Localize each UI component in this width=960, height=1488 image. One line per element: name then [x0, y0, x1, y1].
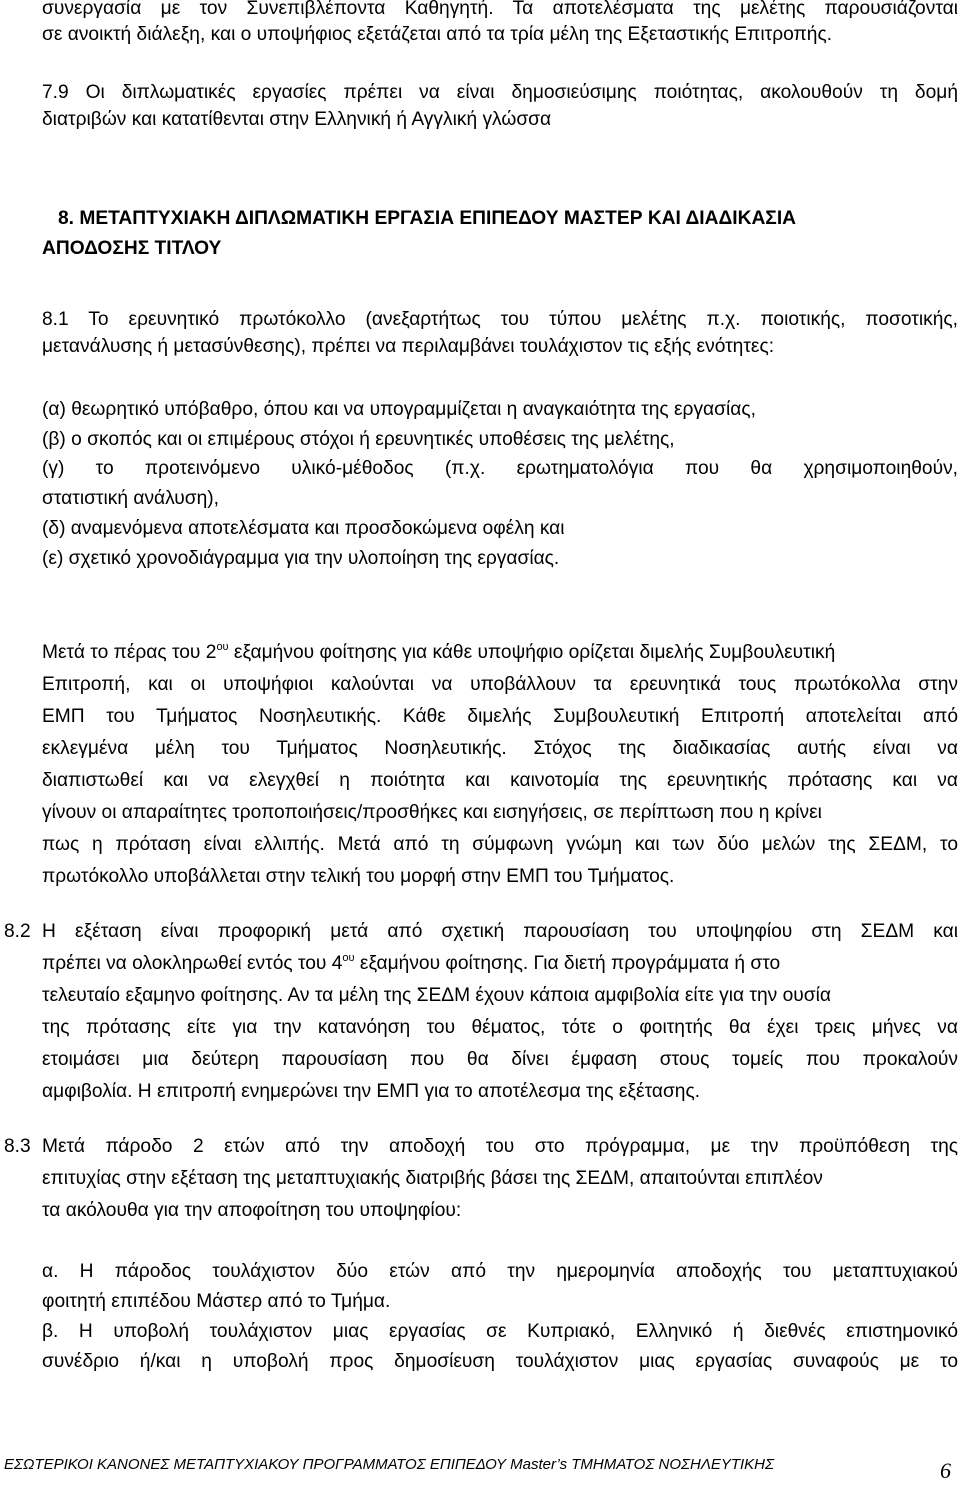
- paragraph-line: πως η πρόταση είναι ελλιπής. Μετά από τη σύμφωνη γνώμη και των δύο μελών της ΣΕΔΜ, το: [42, 834, 958, 855]
- text-run: εξαμήνου φοίτησης. Για διετή προγράμματα ή στο: [354, 953, 781, 974]
- list-item: φοιτητή επιπέδου Μάστερ από το Τμήμα.: [42, 1291, 391, 1312]
- paragraph-line: διατριβών και κατατίθενται στην Ελληνική ή Αγγλική γλώσσα: [42, 109, 552, 130]
- paragraph-line: σε ανοικτή διάλεξη, και ο υποψήφιος εξετάζεται από τα τρία μέλη της Εξεταστικής Επιτροπής.: [42, 24, 833, 45]
- list-item: (α) θεωρητικό υπόβαθρο, όπου και να υπογραμμίζεται η αναγκαιότητα της εργασίας,: [42, 399, 756, 420]
- superscript: ου: [216, 641, 229, 653]
- page-footer: ΕΣΩΤΕΡΙΚΟΙ ΚΑΝΟΝΕΣ ΜΕΤΑΠΤΥΧΙΑΚΟΥ ΠΡΟΓΡΑΜΜΑΤΟΣ ΕΠΙΠΕΔΟΥ Master’s ΤΜΗΜΑΤΟΣ ΝΟΣΗΛΕΥΤΙΚΗΣ: [4, 1456, 774, 1473]
- list-item: α. Η πάροδος τουλάχιστον δύο ετών από την ημερομηνία αποδοχής του μεταπτυχιακού: [42, 1261, 958, 1282]
- list-item: (ε) σχετικό χρονοδιάγραμμα για την υλοποίηση της εργασίας.: [42, 548, 560, 569]
- paragraph-line: [42, 640, 958, 666]
- paragraph-number: 8.3: [4, 1136, 31, 1157]
- paragraph-line: επιτυχίας στην εξέταση της μεταπτυχιακής διατριβής βάσει της ΣΕΔΜ, απαιτούνται επιπλέον: [42, 1168, 823, 1189]
- paragraph-line: τελευταίο εξαμηνο φοίτησης. Αν τα μέλη της ΣΕΔΜ έχουν κάποια αμφιβολία είτε για την ουσία: [42, 985, 831, 1006]
- list-item: (β) ο σκοπός και οι επιμέρους στόχοι ή ερευνητικές υποθέσεις της μελέτης,: [42, 429, 675, 450]
- list-item: β. Η υποβολή τουλάχιστον μιας εργασίας σε Κυπριακό, Ελληνικό ή διεθνές επιστημονικό: [42, 1321, 958, 1342]
- superscript: ου: [342, 952, 355, 964]
- text-run: πρέπει να ολοκληρωθεί εντός του 4: [42, 953, 343, 974]
- list-item: (γ) το προτεινόμενο υλικό-μέθοδος (π.χ. ερωτηματολόγια που θα χρησιμοποιηθούν,: [42, 458, 958, 479]
- paragraph-line: ΕΜΠ του Τμήματος Νοσηλευτικής. Κάθε διμελής Συμβουλευτική Επιτροπή αποτελείται από: [42, 706, 958, 727]
- paragraph-line: εκλεγμένα μέλη του Τμήματος Νοσηλευτικής. Στόχος της διαδικασίας αυτής είναι να: [42, 738, 958, 759]
- text-run: εξαμήνου φοίτησης για κάθε υποψήφιο ορίζεται διμελής Συμβουλευτική: [228, 642, 836, 663]
- paragraph-line: 8.1 Το ερευνητικό πρωτόκολλο (ανεξαρτήτως του τύπου μελέτης π.χ. ποιοτικής, ποσοτικής,: [42, 309, 958, 330]
- paragraph-line: γίνουν οι απαραίτητες τροποποιήσεις/προσθήκες και εισηγήσεις, σε περίπτωση που η κρίνει: [42, 802, 822, 823]
- paragraph-line: Μετά πάροδο 2 ετών από την αποδοχή του στο πρόγραμμα, με την προϋπόθεση της: [42, 1136, 958, 1157]
- section-heading: ΑΠΟΔΟΣΗΣ ΤΙΤΛΟΥ: [42, 238, 222, 259]
- paragraph-line: 7.9 Οι διπλωματικές εργασίες πρέπει να είναι δημοσιεύσιμης ποιότητας, ακολουθούν τη δομή: [42, 82, 958, 103]
- paragraph-line: τα ακόλουθα για την αποφοίτηση του υποψηφίου:: [42, 1200, 462, 1221]
- paragraph-line: αμφιβολία. Η επιτροπή ενημερώνει την ΕΜΠ για το αποτέλεσμα της εξέτασης.: [42, 1081, 701, 1102]
- paragraph-line: Επιτροπή, και οι υποψήφιοι καλούνται να υποβάλλουν τα ερευνητικά τους πρωτόκολλα στην: [42, 674, 958, 695]
- paragraph-line: πρωτόκολλο υποβάλλεται στην τελική του μορφή στην ΕΜΠ του Τμήματος.: [42, 866, 675, 887]
- list-item: συνέδριο ή/και η υποβολή προς δημοσίευση τουλάχιστον μιας εργασίας συναφούς με το: [42, 1351, 958, 1372]
- list-item: στατιστική ανάλυση),: [42, 488, 220, 509]
- list-item: (δ) αναμενόμενα αποτελέσματα και προσδοκώμενα οφέλη και: [42, 518, 565, 539]
- page-number: 6: [940, 1458, 951, 1483]
- paragraph-line: διαπιστωθεί και να ελεγχθεί η ποιότητα και καινοτομία της ερευνητικής πρότασης και να: [42, 770, 958, 791]
- paragraph-line: Η εξέταση είναι προφορική μετά από σχετική παρουσίαση του υποψηφίου στη ΣΕΔΜ και: [42, 921, 958, 942]
- paragraph-line: [42, 951, 958, 977]
- paragraph-line: της πρότασης είτε για την κατανόηση του θέματος, τότε ο φοιτητής θα έχει τρεις μήνες να: [42, 1017, 958, 1038]
- paragraph-line: ετοιμάσει μια δεύτερη παρουσίαση που θα δίνει έμφαση στους τομείς που προκαλούν: [42, 1049, 958, 1070]
- section-heading: 8. ΜΕΤΑΠΤΥΧΙΑΚΗ ΔΙΠΛΩΜΑΤΙΚΗ ΕΡΓΑΣΙΑ ΕΠΙΠΕΔΟΥ ΜΑΣΤΕΡ ΚΑΙ ΔΙΑΔΙΚΑΣΙΑ: [58, 208, 797, 229]
- paragraph-number: 8.2: [4, 921, 31, 942]
- text-run: Μετά το πέρας του 2: [42, 642, 217, 663]
- paragraph-line: συνεργασία με τον Συνεπιβλέποντα Καθηγητή. Τα αποτελέσματα της μελέτης παρουσιάζονται: [42, 0, 958, 19]
- paragraph-line: μετανάλυσης ή μετασύνθεσης), πρέπει να περιλαμβάνει τουλάχιστον τις εξής ενότητες:: [42, 336, 775, 357]
